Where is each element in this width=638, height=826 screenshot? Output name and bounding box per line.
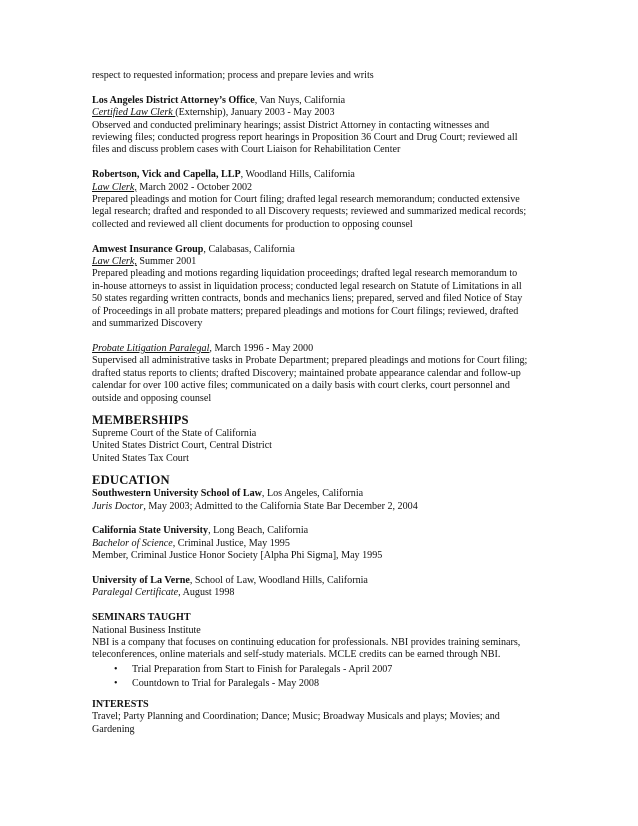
school-detail: , May 2003; Admitted to the California State Bar December 2, 2004 xyxy=(143,500,418,512)
job-entry xyxy=(92,95,552,157)
interests-line: Gardening xyxy=(92,723,135,735)
job-title: Law Clerk, xyxy=(92,256,137,268)
school-degree-line xyxy=(92,538,552,550)
school-degree: Bachelor of Science xyxy=(92,537,173,549)
job-desc-line: calendar for over 100 active files; communicated on a daily basis with court clerks, court personnel and xyxy=(92,380,510,392)
job-desc-line: Prepared pleading and motions regarding liquidation proceedings; drafted legal research memorandum to xyxy=(92,268,518,280)
job-title: Probate Litigation Paralegal xyxy=(92,342,210,354)
job-title: Law Clerk, xyxy=(92,181,137,193)
job-entry xyxy=(92,343,552,405)
job-title-line xyxy=(92,107,552,119)
job-desc-line: 50 states regarding written contracts, bonds and mechanics liens; prepared, served and filed Notice of Stay xyxy=(92,293,523,305)
job-employer: Robertson, Vick and Capella, LLP xyxy=(92,169,241,181)
job-desc-line: legal research; drafted and responded to all Discovery requests; reviewed and summarized medical records; xyxy=(92,206,527,218)
school-header xyxy=(92,525,552,537)
school-detail: , Criminal Justice, May 1995 xyxy=(172,537,290,549)
job-header xyxy=(92,169,552,181)
interests-heading: INTERESTS xyxy=(92,698,149,710)
seminar-item xyxy=(92,677,552,691)
job-desc-line: files and discuss problem cases with Court Liaison for Rehabilitation Center xyxy=(92,144,401,156)
job-entry xyxy=(92,244,552,331)
job-header xyxy=(92,244,552,256)
school-location: , School of Law, Woodland Hills, California xyxy=(189,574,368,586)
school-degree-line xyxy=(92,501,552,513)
seminars-org: National Business Institute xyxy=(92,624,201,636)
job-desc-line: Supervised all administrative tasks in Probate Department; prepared pleadings and motions for Court filing; xyxy=(92,355,528,367)
job-desc-line: and summarized Discovery xyxy=(92,318,203,330)
school-degree: Juris Doctor xyxy=(92,500,144,512)
membership-item: United States District Court, Central District xyxy=(92,440,272,452)
memberships-heading: MEMBERSHIPS xyxy=(92,412,189,427)
job-location: , Van Nuys, California xyxy=(254,94,346,106)
job-desc-line: outside and opposing counsel xyxy=(92,392,212,404)
school-location: , Los Angeles, California xyxy=(261,488,364,500)
school-name: California State University xyxy=(92,525,209,537)
job-title-line xyxy=(92,256,552,268)
school-header xyxy=(92,575,552,587)
job-location: , Calabasas, California xyxy=(203,243,295,255)
seminars-desc-line: teleconferences, online materials and self-study materials. MCLE credits can be earned through NBI. xyxy=(92,649,501,661)
resume-page xyxy=(92,70,552,736)
intro-line: respect to requested information; process and prepare levies and writs xyxy=(92,70,374,81)
school-degree-line xyxy=(92,587,552,599)
school-detail: , August 1998 xyxy=(178,587,235,599)
school-degree: Paralegal Certificate xyxy=(92,587,179,599)
membership-item: Supreme Court of the State of California xyxy=(92,427,257,439)
bullet-icon: • xyxy=(114,663,118,675)
job-dates: Summer 2001 xyxy=(136,256,197,268)
job-title-line xyxy=(92,343,552,355)
job-desc-line: reviewing files; conducted progress report hearings in Proposition 36 Court and Drug Court; reviewed all xyxy=(92,132,518,144)
bullet-icon: • xyxy=(114,677,118,689)
seminars-section xyxy=(92,612,552,691)
school-location: , Long Beach, California xyxy=(208,525,309,537)
job-desc-line: drafted status reports to clients; drafted Discovery; maintained probate appearance calendar and follow-up xyxy=(92,367,521,379)
job-desc-line: collected and reviewed all client documents for production to opposing counsel xyxy=(92,218,413,230)
seminar-item xyxy=(92,663,552,677)
seminars-heading: SEMINARS TAUGHT xyxy=(92,612,191,624)
education-section xyxy=(92,473,552,600)
school-name: University of La Verne xyxy=(92,574,190,586)
job-desc-line: Prepared pleadings and motion for Court filing; drafted legal research memorandum; conducted extensive xyxy=(92,194,520,206)
job-location: , Woodland Hills, California xyxy=(240,169,355,181)
job-header xyxy=(92,95,552,107)
job-desc-line: in-house attorneys to assist in liquidation process; conducted legal research on Statute of Limitations in all xyxy=(92,280,522,292)
education-heading: EDUCATION xyxy=(92,473,170,488)
school-name: Southwestern University School of Law xyxy=(92,488,262,500)
seminar-title: Countdown to Trial for Paralegals - May 2008 xyxy=(132,677,320,689)
job-employer: Los Angeles District Attorney’s Office xyxy=(92,94,255,106)
job-title-line xyxy=(92,182,552,194)
interests-section xyxy=(92,699,552,736)
job-dates: March 2002 - October 2002 xyxy=(136,181,253,193)
seminars-desc-line: NBI is a company that focuses on continuing education for professionals. NBI provides training seminars, xyxy=(92,636,521,648)
seminars-list xyxy=(92,663,552,691)
job-title: Certified Law Clerk xyxy=(92,107,176,119)
membership-item: United States Tax Court xyxy=(92,452,189,464)
job-desc-line: of Proceedings in all probate matters; prepared pleadings and motions for Court filings; reviewed, drafted xyxy=(92,305,519,317)
memberships-section xyxy=(92,413,552,465)
school-header xyxy=(92,488,552,500)
interests-line: Travel; Party Planning and Coordination; Dance; Music; Broadway Musicals and plays; Movies; and xyxy=(92,711,500,723)
school-extra: Member, Criminal Justice Honor Society [Alpha Phi Sigma], May 1995 xyxy=(92,550,383,562)
job-employer: Amwest Insurance Group xyxy=(92,243,204,255)
job-dates: (Externship), January 2003 - May 2003 xyxy=(175,107,335,119)
job-dates: , March 1996 - May 2000 xyxy=(209,342,314,354)
seminar-title: Trial Preparation from Start to Finish for Paralegals - April 2007 xyxy=(132,663,393,675)
job-entry xyxy=(92,169,552,231)
job-desc-line: Observed and conducted preliminary hearings; assist District Attorney in contacting witnesses and xyxy=(92,119,490,131)
